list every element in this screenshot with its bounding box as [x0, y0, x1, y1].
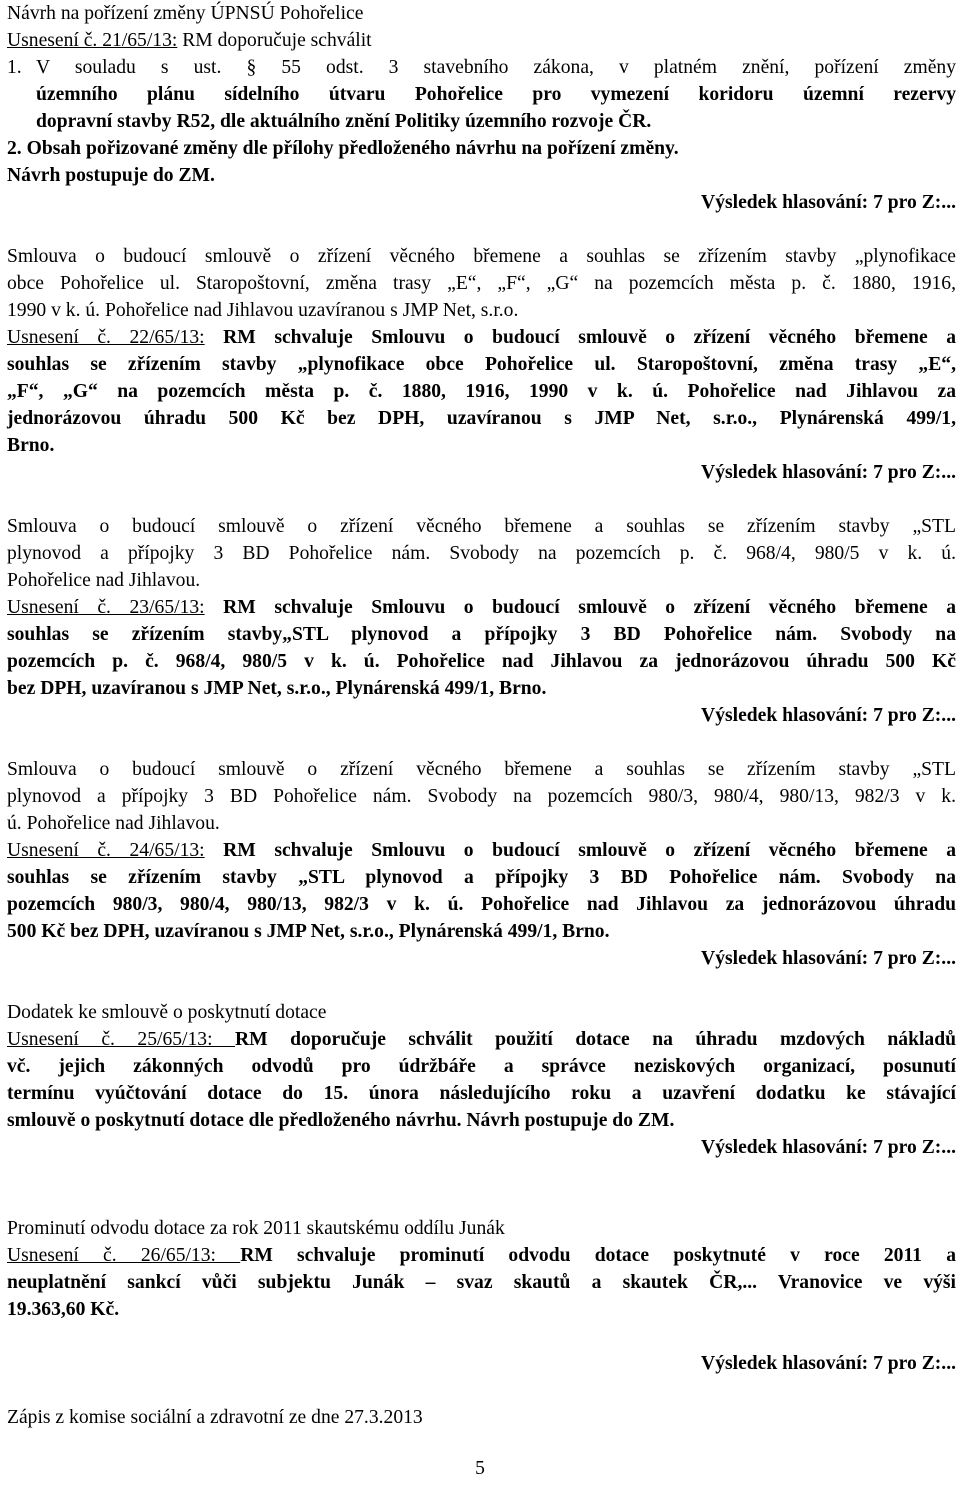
- resolution-line: bez DPH, uzavíranou s JMP Net, s.r.o., Plynárenská 499/1, Brno.: [7, 678, 547, 699]
- section-title: Zápis z komise sociální a zdravotní ze dne 27.3.2013: [7, 1407, 423, 1428]
- section-title: Návrh na pořízení změny ÚPNSÚ Pohořelice: [7, 3, 364, 24]
- section-title: 1990 v k. ú. Pohořelice nad Jihlavou uzavíranou s JMP Net, s.r.o.: [7, 300, 519, 321]
- section-title: Pohořelice nad Jihlavou.: [7, 570, 201, 591]
- resolution-heading: [7, 837, 956, 864]
- section-title: plynovod a přípojky 3 BD Pohořelice nám. Svobody na pozemcích 980/3, 980/4, 980/13, 982/3 v k.: [7, 786, 956, 807]
- resolution-line: neuplatnění sankcí vůči subjektu Junák – svaz skautů a skautek ČR,... Vranovice ve výši: [7, 1272, 956, 1293]
- resolution-heading: [7, 594, 956, 621]
- page-number: 5: [475, 1458, 485, 1479]
- resolution-line: termínu vyúčtování dotace do 15. února následujícího roku a uzavření dodatku ke stávající: [7, 1083, 956, 1104]
- resolution-line: pozemcích p. č. 968/4, 980/5 v k. ú. Pohořelice nad Jihlavou za jednorázovou úhradu 500 Kč: [7, 651, 956, 672]
- resolution-line: RM schvaluje prominutí odvodu dotace poskytnuté v roce 2011 a: [240, 1245, 956, 1266]
- resolution-line: souhlas se zřízením stavby „plynofikace obce Pohořelice ul. Staropoštovní, změna trasy „E“,: [7, 354, 956, 375]
- resolution-heading: [7, 27, 956, 54]
- resolution-line: RM schvaluje Smlouvu o budoucí smlouvě o zřízení věcného břemene a: [204, 597, 956, 618]
- resolution-line: 2. Obsah pořizované změny dle přílohy předloženého návrhu na pořízení změny.: [7, 138, 679, 159]
- resolution-line: dopravní stavby R52, dle aktuálního znění Politiky územního rozvoje ČR.: [36, 111, 652, 132]
- resolution-line: pozemcích 980/3, 980/4, 980/13, 982/3 v k. ú. Pohořelice nad Jihlavou za jednorázovou úhradu: [7, 894, 956, 915]
- section-title: Smlouva o budoucí smlouvě o zřízení věcného břemene a souhlas se zřízením stavby „STL: [7, 516, 956, 537]
- resolution-label: Usnesení č. 25/65/13:: [7, 1029, 236, 1050]
- vote-result: Výsledek hlasování: 7 pro Z:...: [701, 1353, 956, 1374]
- section-title: plynovod a přípojky 3 BD Pohořelice nám. Svobody na pozemcích p. č. 968/4, 980/5 v k. ú.: [7, 543, 956, 564]
- document-page: [7, 0, 956, 1431]
- section-title: obce Pohořelice ul. Staropoštovní, změna trasy „E“, „F“, „G“ na pozemcích města p. č. 1880, 1916,: [7, 273, 956, 294]
- resolution-label: Usnesení č. 21/65/13:: [7, 30, 178, 51]
- resolution-heading: [7, 324, 956, 351]
- resolution-line: územního plánu sídelního útvaru Pohořelice pro vymezení koridoru územní rezervy: [36, 84, 956, 105]
- vote-result: Výsledek hlasování: 7 pro Z:...: [701, 948, 956, 969]
- resolution-heading: [7, 1242, 956, 1269]
- resolution-intro: RM doporučuje schválit: [177, 30, 372, 51]
- section-title: Prominutí odvodu dotace za rok 2011 skautskému oddílu Junák: [7, 1218, 505, 1239]
- section-title: Smlouva o budoucí smlouvě o zřízení věcného břemene a souhlas se zřízením stavby „STL: [7, 759, 956, 780]
- resolution-item: [7, 54, 956, 81]
- resolution-heading: [7, 1026, 956, 1053]
- resolution-line: smlouvě o poskytnutí dotace dle předloženého návrhu. Návrh postupuje do ZM.: [7, 1110, 675, 1131]
- resolution-line: vč. jejich zákonných odvodů pro údržbáře a správce neziskových organizací, posunutí: [7, 1056, 956, 1077]
- resolution-line: souhlas se zřízením stavby „STL plynovod a přípojky 3 BD Pohořelice nám. Svobody na: [7, 867, 956, 888]
- resolution-line: RM doporučuje schválit použití dotace na úhradu mzdových nákladů: [235, 1029, 957, 1050]
- resolution-line: jednorázovou úhradu 500 Kč bez DPH, uzavíranou s JMP Net, s.r.o., Plynárenská 499/1,: [7, 408, 956, 429]
- resolution-label: Usnesení č. 24/65/13:: [7, 840, 205, 861]
- resolution-line: RM schvaluje Smlouvu o budoucí smlouvě o zřízení věcného břemene a: [204, 840, 956, 861]
- item-number: 1.: [7, 57, 22, 78]
- resolution-line: „F“, „G“ na pozemcích města p. č. 1880, 1916, 1990 v k. ú. Pohořelice nad Jihlavou za: [7, 381, 956, 402]
- resolution-label: Usnesení č. 26/65/13:: [7, 1245, 241, 1266]
- section-title: ú. Pohořelice nad Jihlavou.: [7, 813, 220, 834]
- resolution-line: RM schvaluje Smlouvu o budoucí smlouvě o zřízení věcného břemene a: [204, 327, 956, 348]
- section-title: Smlouva o budoucí smlouvě o zřízení věcného břemene a souhlas se zřízením stavby „plynofikace: [7, 246, 956, 267]
- resolution-line: Návrh postupuje do ZM.: [7, 165, 215, 186]
- vote-result: Výsledek hlasování: 7 pro Z:...: [701, 705, 956, 726]
- resolution-line: Brno.: [7, 435, 55, 456]
- resolution-label: Usnesení č. 23/65/13:: [7, 597, 205, 618]
- resolution-line: V souladu s ust. § 55 odst. 3 stavebního zákona, v platném znění, pořízení změny: [36, 57, 956, 78]
- resolution-label: Usnesení č. 22/65/13:: [7, 327, 205, 348]
- vote-result: Výsledek hlasování: 7 pro Z:...: [701, 462, 956, 483]
- vote-result: Výsledek hlasování: 7 pro Z:...: [701, 192, 956, 213]
- resolution-line: 19.363,60 Kč.: [7, 1299, 120, 1320]
- vote-result: Výsledek hlasování: 7 pro Z:...: [701, 1137, 956, 1158]
- resolution-line: 500 Kč bez DPH, uzavíranou s JMP Net, s.r.o., Plynárenská 499/1, Brno.: [7, 921, 610, 942]
- section-title: Dodatek ke smlouvě o poskytnutí dotace: [7, 1002, 327, 1023]
- resolution-line: souhlas se zřízením stavby„STL plynovod a přípojky 3 BD Pohořelice nám. Svobody na: [7, 624, 956, 645]
